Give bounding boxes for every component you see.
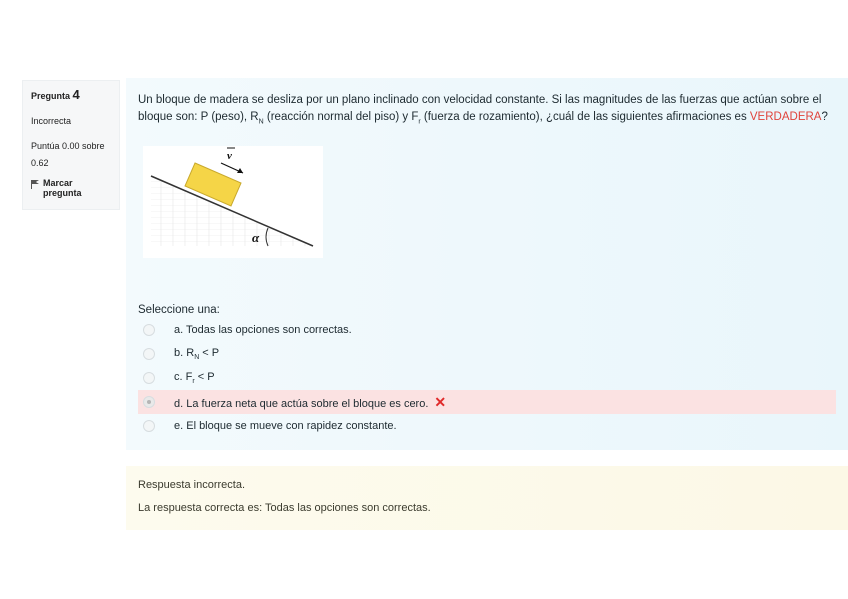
x-icon: ✕ — [434, 393, 447, 410]
question-content — [126, 78, 848, 450]
flag-label-1: Marcar — [43, 178, 73, 188]
feedback-panel — [126, 466, 848, 530]
answer-options — [126, 318, 848, 438]
option-e-radio[interactable] — [143, 420, 155, 432]
inclined-plane-figure — [143, 146, 323, 258]
flag-label-2: pregunta — [43, 188, 82, 198]
option-a-radio[interactable] — [143, 324, 155, 336]
inclined-plane-diagram — [143, 146, 323, 258]
question-text-end: ? — [821, 111, 828, 123]
subscript-n: N — [258, 118, 264, 126]
grade-line-2: 0.62 — [31, 158, 49, 168]
question-text — [138, 92, 838, 130]
option-c-label[interactable]: c. $F_r < P$ — [174, 370, 215, 386]
question-word: Pregunta — [31, 91, 71, 101]
option-a[interactable] — [126, 318, 848, 342]
option-d[interactable] — [138, 390, 836, 414]
velocity-label: v — [227, 150, 232, 162]
select-one-prompt: Seleccione una: — [138, 304, 220, 316]
subscript-r: r — [418, 118, 421, 126]
angle-label: α — [252, 230, 260, 245]
option-e-label[interactable]: e. El bloque se mueve con rapidez constante. — [174, 420, 397, 432]
question-info-panel — [22, 80, 120, 210]
question-number: 4 — [72, 87, 80, 102]
option-c-radio[interactable] — [143, 372, 155, 384]
question-text-part-3: (fuerza de rozamiento), ¿cuál de las siguientes afirmaciones es — [420, 111, 750, 123]
feedback-correct-answer: La respuesta correcta es: Todas las opciones son correctas. — [138, 502, 431, 514]
grade-line-1: Puntúa 0.00 sobre — [31, 141, 105, 151]
emphasis-word: VERDADERA — [749, 111, 822, 123]
option-b-radio[interactable] — [143, 348, 155, 360]
question-number-line — [31, 87, 111, 102]
question-state: Incorrecta — [31, 116, 72, 126]
option-a-label[interactable]: a. Todas las opciones son correctas. — [174, 324, 352, 336]
option-c[interactable] — [126, 366, 848, 390]
option-e[interactable] — [126, 414, 848, 438]
option-d-radio[interactable] — [143, 396, 155, 408]
option-d-label[interactable]: d. La fuerza neta que actúa sobre el bloque es cero. ✕ — [174, 393, 447, 410]
option-b-label[interactable]: b. $R_N < P$ — [174, 346, 220, 362]
question-grade — [31, 138, 111, 172]
question-text-part-2: (reacción normal del piso) y F — [263, 111, 419, 123]
feedback-result: Respuesta incorrecta. — [138, 479, 245, 491]
question-text-part-1: Un bloque de madera se desliza por un plano inclinado con velocidad constante. Si las magnitudes de las fuerzas que actúan sobre el bloque son: P (peso), R — [138, 94, 822, 123]
flag-icon — [31, 180, 39, 188]
flag-question-link[interactable] — [31, 178, 111, 198]
option-b[interactable] — [126, 342, 848, 366]
